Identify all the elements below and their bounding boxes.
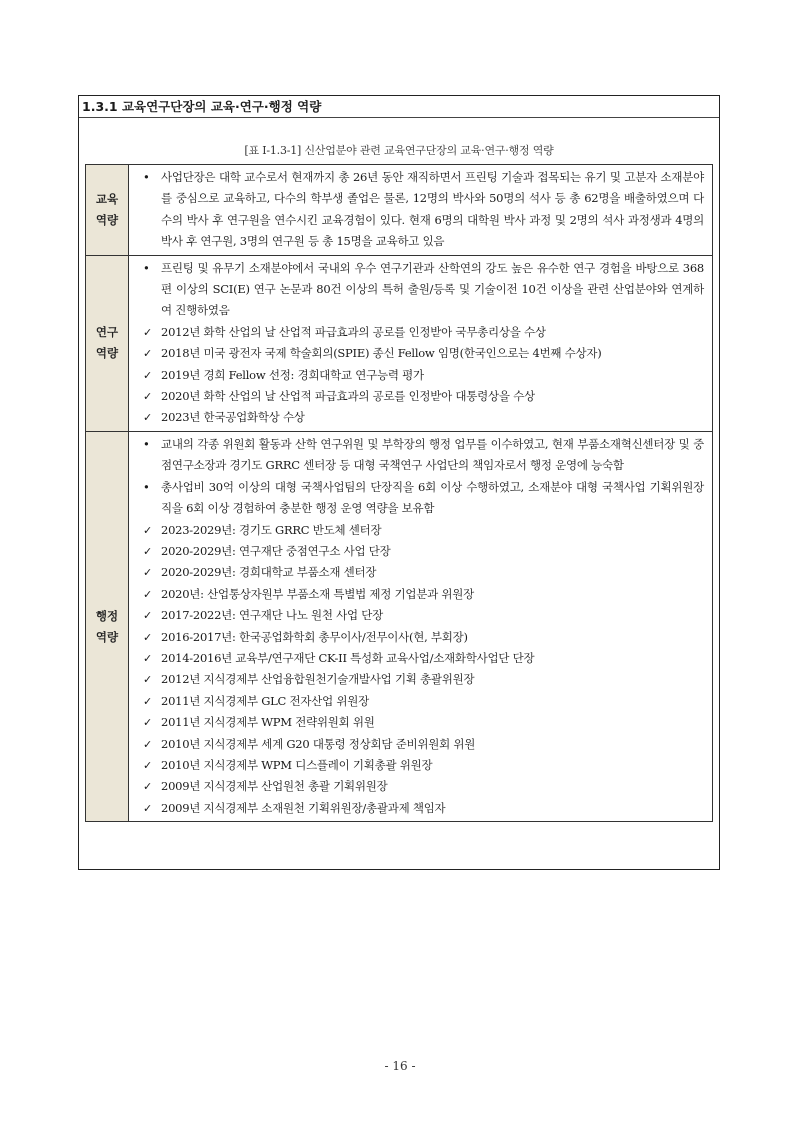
- check-text: 2010년 지식경제부 세계 G20 대통령 정상회담 준비위원회 위원: [161, 736, 476, 751]
- row-label-line: 연구: [95, 325, 119, 340]
- check-item: [139, 562, 704, 583]
- check-text: 2016-2017년: 한국공업화학회 총무이사/전무이사(현, 부회장): [161, 629, 468, 644]
- check-icon: ✓: [143, 758, 152, 772]
- check-item: [139, 712, 704, 733]
- row-label-line: 교육: [95, 191, 119, 206]
- table-row-education: [86, 165, 712, 256]
- table-caption: [표 I-1.3-1] 신산업분야 관련 교육연구단장의 교육·연구·행정 역량: [244, 144, 554, 157]
- check-text: 2009년 지식경제부 산업원천 총괄 기획위원장: [161, 779, 388, 794]
- check-item: [139, 648, 704, 669]
- check-text: 2020-2029년: 경희대학교 부품소재 센터장: [161, 565, 377, 580]
- check-item: [139, 627, 704, 648]
- row-label-education: [86, 165, 129, 255]
- row-label-research: [86, 256, 129, 431]
- check-icon: ✓: [143, 630, 152, 644]
- section-title: 1.3.1 교육연구단장의 교육·연구·행정 역량: [79, 96, 719, 118]
- check-item: [139, 386, 704, 407]
- check-icon: ✓: [143, 609, 152, 623]
- check-text: 2023-2029년: 경기도 GRRC 반도체 센터장: [161, 522, 382, 537]
- check-icon: ✓: [143, 523, 152, 537]
- row-label-line: 역량: [95, 346, 119, 361]
- check-text: 2011년 지식경제부 GLC 전자산업 위원장: [161, 693, 369, 708]
- row-content-education: [129, 165, 712, 255]
- check-icon: ✓: [143, 651, 152, 665]
- row-content-administration: [129, 432, 712, 821]
- check-icon: ✓: [143, 566, 152, 580]
- check-icon: ✓: [143, 411, 152, 425]
- document-frame: [78, 95, 720, 870]
- capability-table: [85, 164, 713, 822]
- check-item: [139, 322, 704, 343]
- bullet-item: • 교내의 각종 위원회 활동과 산학 연구위원 및 부학장의 행정 업무를 이수하였고, 현재 부품소재혁신센터장 및 중점연구소장과 경기도 GRRC 센터장 등 대형 국책연구 사업단의 책임자로서 행정 운영에 능숙함: [139, 434, 704, 477]
- check-item: [139, 605, 704, 626]
- check-icon: ✓: [143, 780, 152, 794]
- check-icon: ✓: [143, 694, 152, 708]
- check-text: 2019년 경희 Fellow 선정: 경희대학교 연구능력 평가: [161, 367, 424, 382]
- check-icon: ✓: [143, 325, 152, 339]
- row-label-line: 역량: [95, 212, 119, 227]
- check-item: [139, 365, 704, 386]
- check-icon: ✓: [143, 390, 152, 404]
- check-icon: ✓: [143, 347, 152, 361]
- bullet-item: • 프린팅 및 유무기 소재분야에서 국내외 우수 연구기관과 산학연의 강도 높은 유수한 연구 경험을 바탕으로 368편 이상의 SCI(E) 연구 논문과 80건 이상의 특허 출원/등록 및 기술이전 10건 이상을 관련 산업분야와 연계하여 진행하였음: [139, 258, 704, 322]
- table-row-administration: [86, 432, 712, 821]
- check-text: 2011년 지식경제부 WPM 전략위원회 위원: [161, 715, 375, 730]
- check-text: 2023년 한국공업화학상 수상: [161, 410, 305, 425]
- check-text: 2012년 화학 산업의 날 산업적 파급효과의 공로를 인정받아 국무총리상을 수상: [161, 324, 546, 339]
- check-icon: ✓: [143, 801, 152, 815]
- check-icon: ✓: [143, 368, 152, 382]
- check-text: 2010년 지식경제부 WPM 디스플레이 기획총괄 위원장: [161, 757, 433, 772]
- page-number: - 16 -: [384, 1059, 416, 1073]
- check-icon: ✓: [143, 544, 152, 558]
- check-text: 2017-2022년: 연구재단 나노 원천 사업 단장: [161, 608, 383, 623]
- check-item: [139, 776, 704, 797]
- row-label-line: 역량: [95, 629, 119, 644]
- check-item: [139, 734, 704, 755]
- check-item: [139, 669, 704, 690]
- check-item: [139, 798, 704, 819]
- check-icon: ✓: [143, 587, 152, 601]
- row-content-research: [129, 256, 712, 431]
- check-item: [139, 584, 704, 605]
- row-label-line: 행정: [95, 608, 119, 623]
- check-item: [139, 691, 704, 712]
- check-item: [139, 755, 704, 776]
- row-label-administration: [86, 432, 129, 821]
- check-text: 2020년 화학 산업의 날 산업적 파급효과의 공로를 인정받아 대통령상을 수상: [161, 389, 535, 404]
- check-text: 2009년 지식경제부 소재원천 기획위원장/총괄과제 책임자: [161, 800, 446, 815]
- check-icon: ✓: [143, 716, 152, 730]
- table-row-research: [86, 256, 712, 432]
- check-icon: ✓: [143, 673, 152, 687]
- check-text: 2014-2016년 교육부/연구재단 CK-II 특성화 교육사업/소재화학사업단 단장: [161, 650, 535, 665]
- check-item: [139, 541, 704, 562]
- check-text: 2012년 지식경제부 산업융합원천기술개발사업 기획 총괄위원장: [161, 672, 475, 687]
- bullet-item: • 총사업비 30억 이상의 대형 국책사업팀의 단장직을 6회 이상 수행하였고, 소재분야 대형 국책사업 기획위원장직을 6회 이상 경험하여 충분한 행정 운영 역량을 보유함: [139, 477, 704, 520]
- check-text: 2020-2029년: 연구재단 중점연구소 사업 단장: [161, 543, 391, 558]
- check-icon: ✓: [143, 737, 152, 751]
- check-item: [139, 343, 704, 364]
- check-text: 2020년: 산업통상자원부 부품소재 특별법 제정 기업분과 위원장: [161, 586, 474, 601]
- check-item: [139, 520, 704, 541]
- check-item: [139, 407, 704, 428]
- check-text: 2018년 미국 광전자 국제 학술회의(SPIE) 종신 Fellow 임명(한국인으로는 4번째 수상자): [161, 346, 602, 361]
- bullet-item: • 사업단장은 대학 교수로서 현재까지 총 26년 동안 재직하면서 프린팅 기술과 접목되는 유기 및 고분자 소재분야를 중심으로 교육하고, 다수의 학부생 졸업은 물론, 12명의 박사와 50명의 석사 등 총 62명을 배출하였으며 다수의 박사 후 연구원을 연수시킨 교육경험이 있다. 현재 6명의 대학원 박사 과정 및 2명의 석사 과정생과 4명의 박사 후 연구원, 3명의 연구원 등 총 15명을 교육하고 있음: [139, 167, 704, 253]
